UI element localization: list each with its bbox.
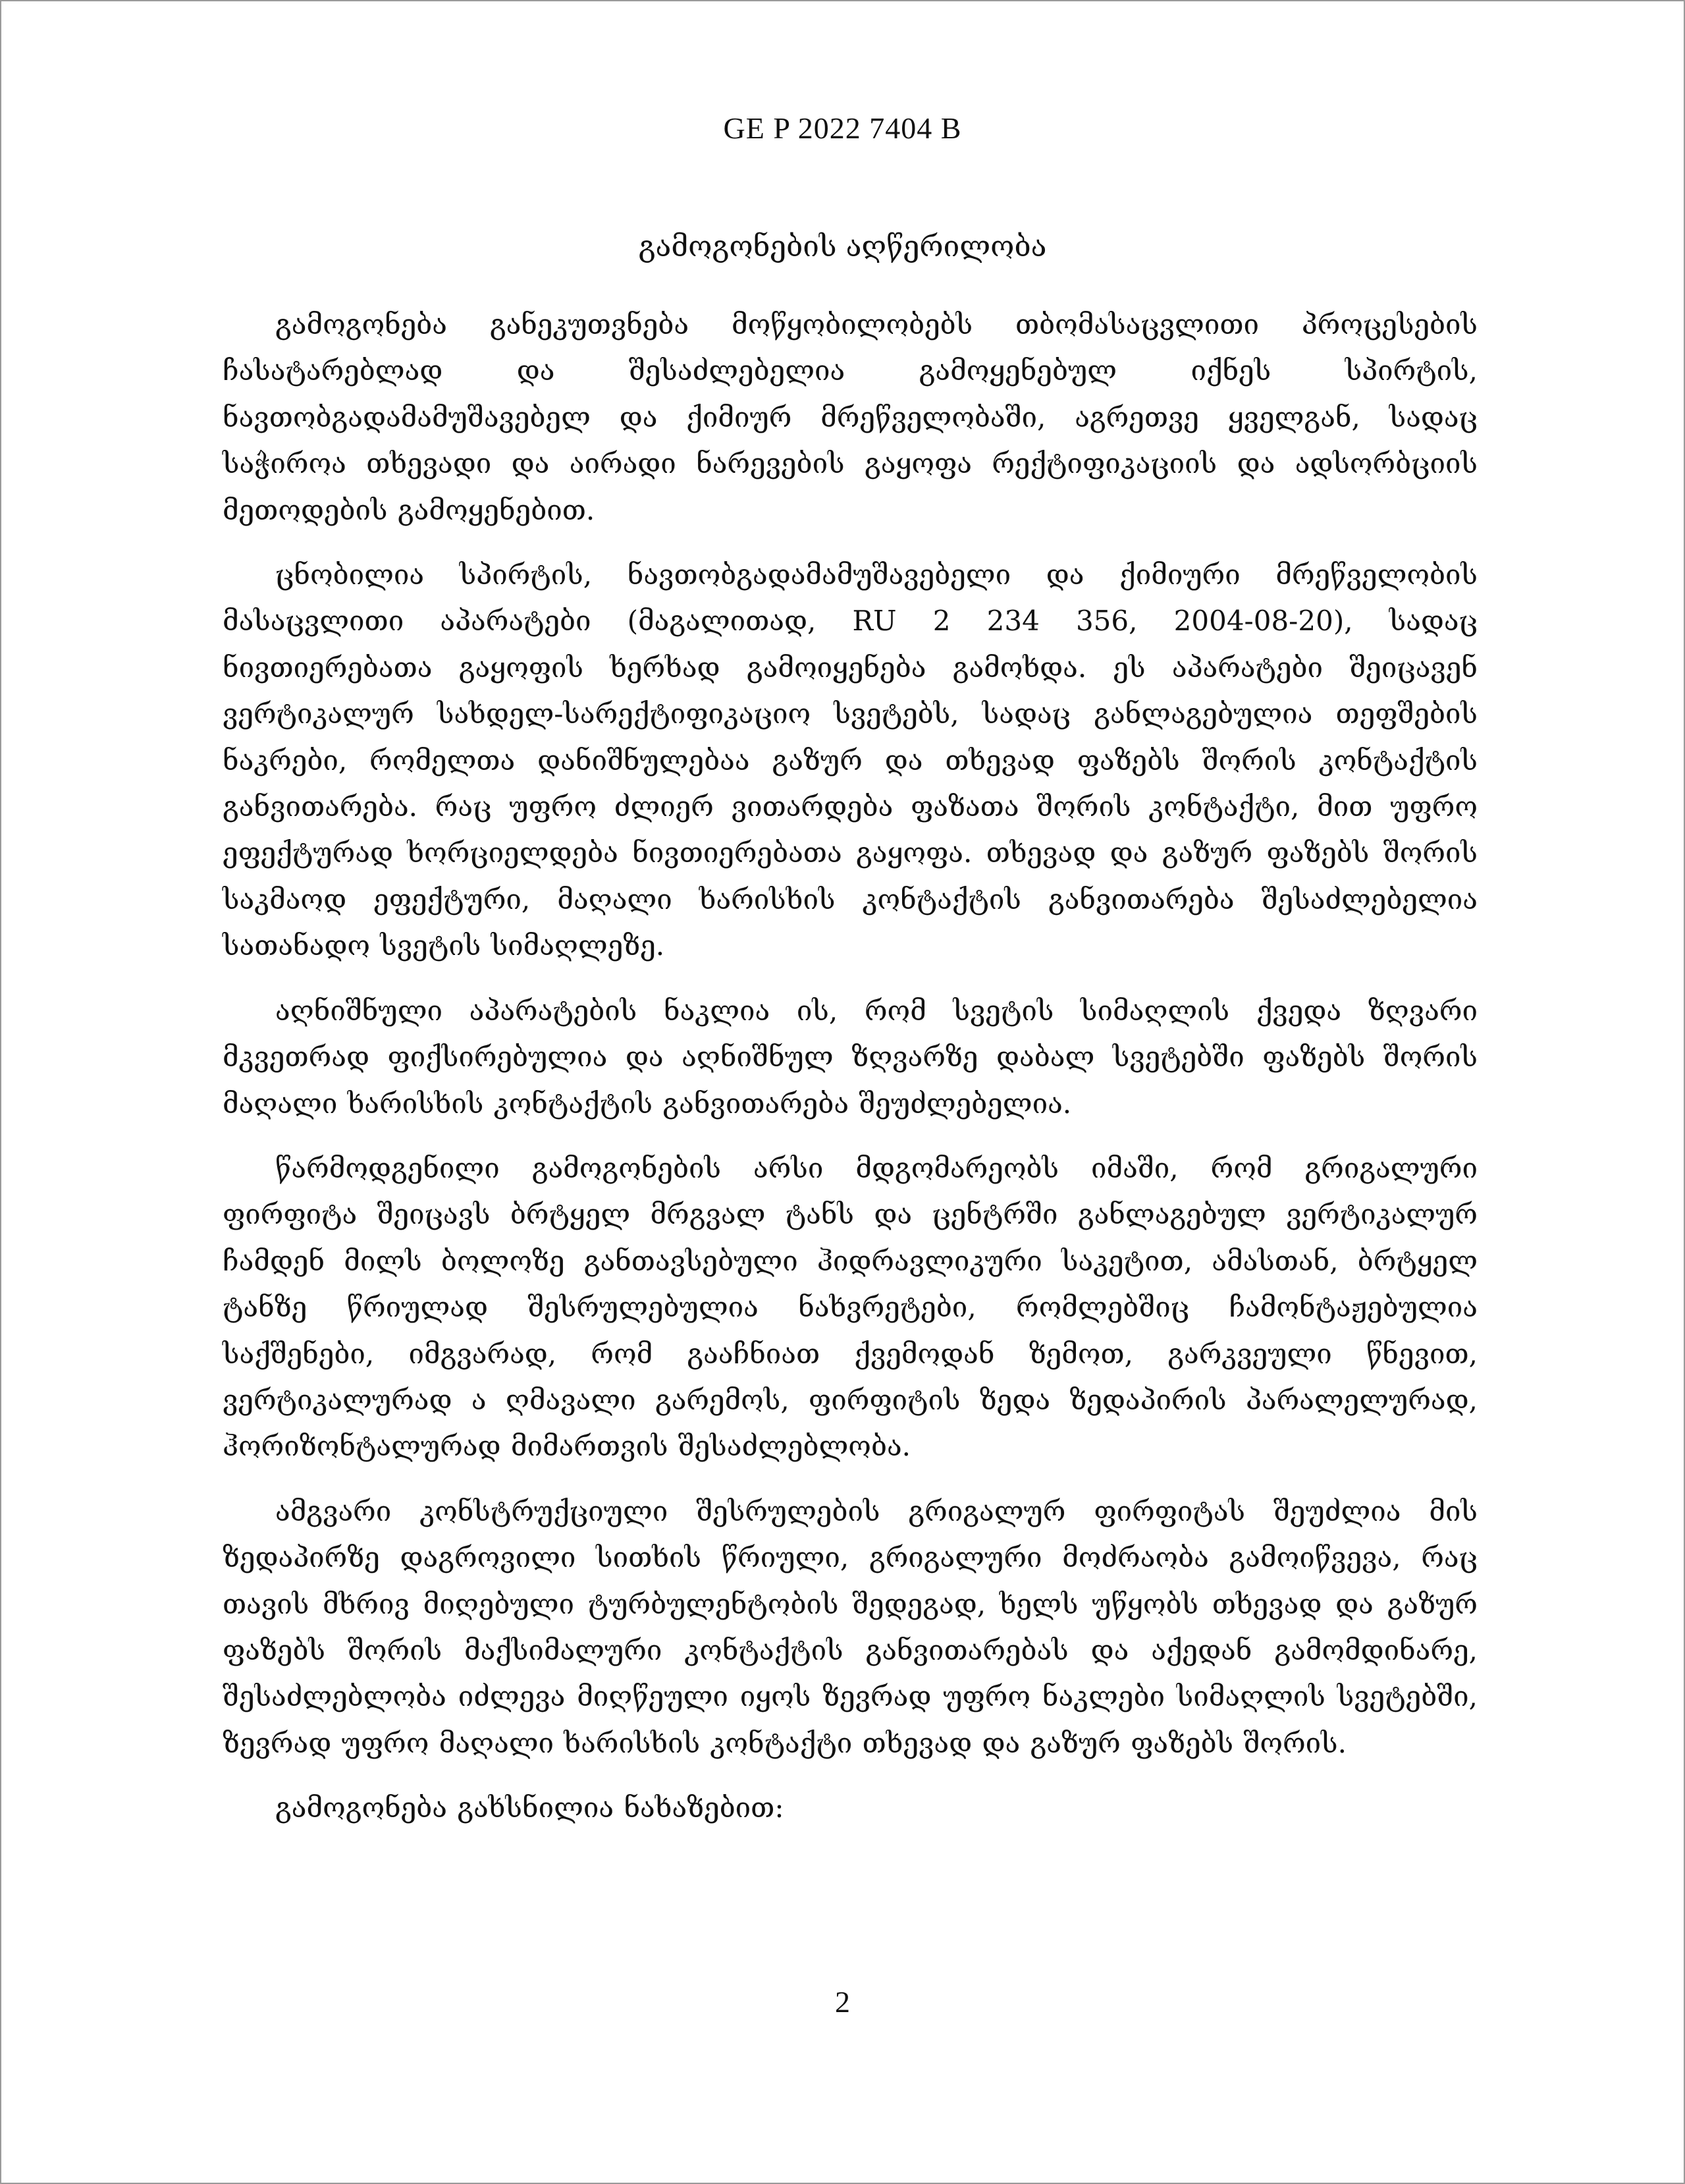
paragraph-5: ამგვარი კონსტრუქციული შესრულების გრიგალურ ფირფიტას შეუძლია მის ზედაპირზე დაგროვილი სითხის წრიული, გრიგალური მოძრაობა გამოიწვევა, რაც თავის მხრივ მიღებული ტურბულენტობის შედეგად, ხელს უწყობს თხევად და გაზურ ფაზებს შორის მაქსიმალური კონტაქტის განვითარებას და აქედან გამომდინარე, შესაძლებლობა იძლევა მიღწეული იყოს ზევრად უფრო ნაკლები სიმაღლის სვეტებში, ზევრად უფრო მაღალი ხარისხის კონტაქტი თხევად და გაზურ ფაზებს შორის.: [223, 1494, 1478, 1759]
document-title: გამოგონების აღწერილობა: [638, 230, 1047, 263]
document-number: GE P 2022 7404 B: [723, 111, 962, 145]
paragraph-2: ცნობილია სპირტის, ნავთობგადამამუშავებელი და ქიმიური მრეწველობის მასაცვლითი აპარატები (მაგალითად, RU 2 234 356, 2004-08-20), სადაც ნივთიერებათა გაყოფის ხერხად გამოიყენება გამოხდა. ეს აპარატები შეიცავენ ვერტიკალურ სახდელ-სარექტიფიკაციო სვეტებს, სადაც განლაგებულია თეფშების ნაკრები, რომელთა დანიშნულებაა გაზურ და თხევად ფაზებს შორის კონტაქტის განვითარება. რაც უფრო ძლიერ ვითარდება ფაზათა შორის კონტაქტი, მით უფრო ეფექტურად ხორციელდება ნივთიერებათა გაყოფა. თხევად და გაზურ ფაზებს შორის საკმაოდ ეფექტური, მაღალი ხარისხის კონტაქტის განვითარება შესაძლებელია სათანადო სვეტის სიმაღლეზე.: [223, 559, 1478, 962]
paragraph-6: გამოგონება გახსნილია ნახაზებით:: [275, 1791, 784, 1824]
page-number: 2: [835, 1985, 850, 2019]
paragraph-3: აღნიშნული აპარატების ნაკლია ის, რომ სვეტის სიმაღლის ქვედა ზღვარი მკვეთრად ფიქსირებულია და აღნიშნულ ზღვარზე დაბალ სვეტებში ფაზებს შორის მაღალი ხარისხის კონტაქტის განვითარება შეუძლებელია.: [223, 994, 1478, 1120]
paragraph-1: გამოგონება განეკუთვნება მოწყობილობებს თბომასაცვლითი პროცესების ჩასატარებლად და შესაძლებელია გამოყენებულ იქნეს სპირტის, ნავთობგადამამუშავებელ და ქიმიურ მრეწველობაში, აგრეთვე ყველგან, სადაც საჭიროა თხევადი და აირადი ნარევების გაყოფა რექტიფიკაციის და ადსორბციის მეთოდების გამოყენებით.: [223, 308, 1478, 526]
document-body: [223, 302, 1478, 1850]
paragraph-4: წარმოდგენილი გამოგონების არსი მდგომარეობს იმაში, რომ გრიგალური ფირფიტა შეიცავს ბრტყელ მრგვალ ტანს და ცენტრში განლაგებულ ვერტიკალურ ჩამდენ მილს ბოლოზე განთავსებული ჰიდრავლიკური საკეტით, ამასთან, ბრტყელ ტანზე წრიულად შესრულებულია ნახვრეტები, რომლებშიც ჩამონტაჟებულია საქშენები, იმგვარად, რომ გააჩნიათ ქვემოდან ზემოთ, გარკვეული წნევით, ვერტიკალურად ა ღმავალი გარემოს, ფირფიტის ზედა ზედაპირის პარალელურად, ჰორიზონტალურად მიმართვის შესაძლებლობა.: [223, 1151, 1478, 1463]
